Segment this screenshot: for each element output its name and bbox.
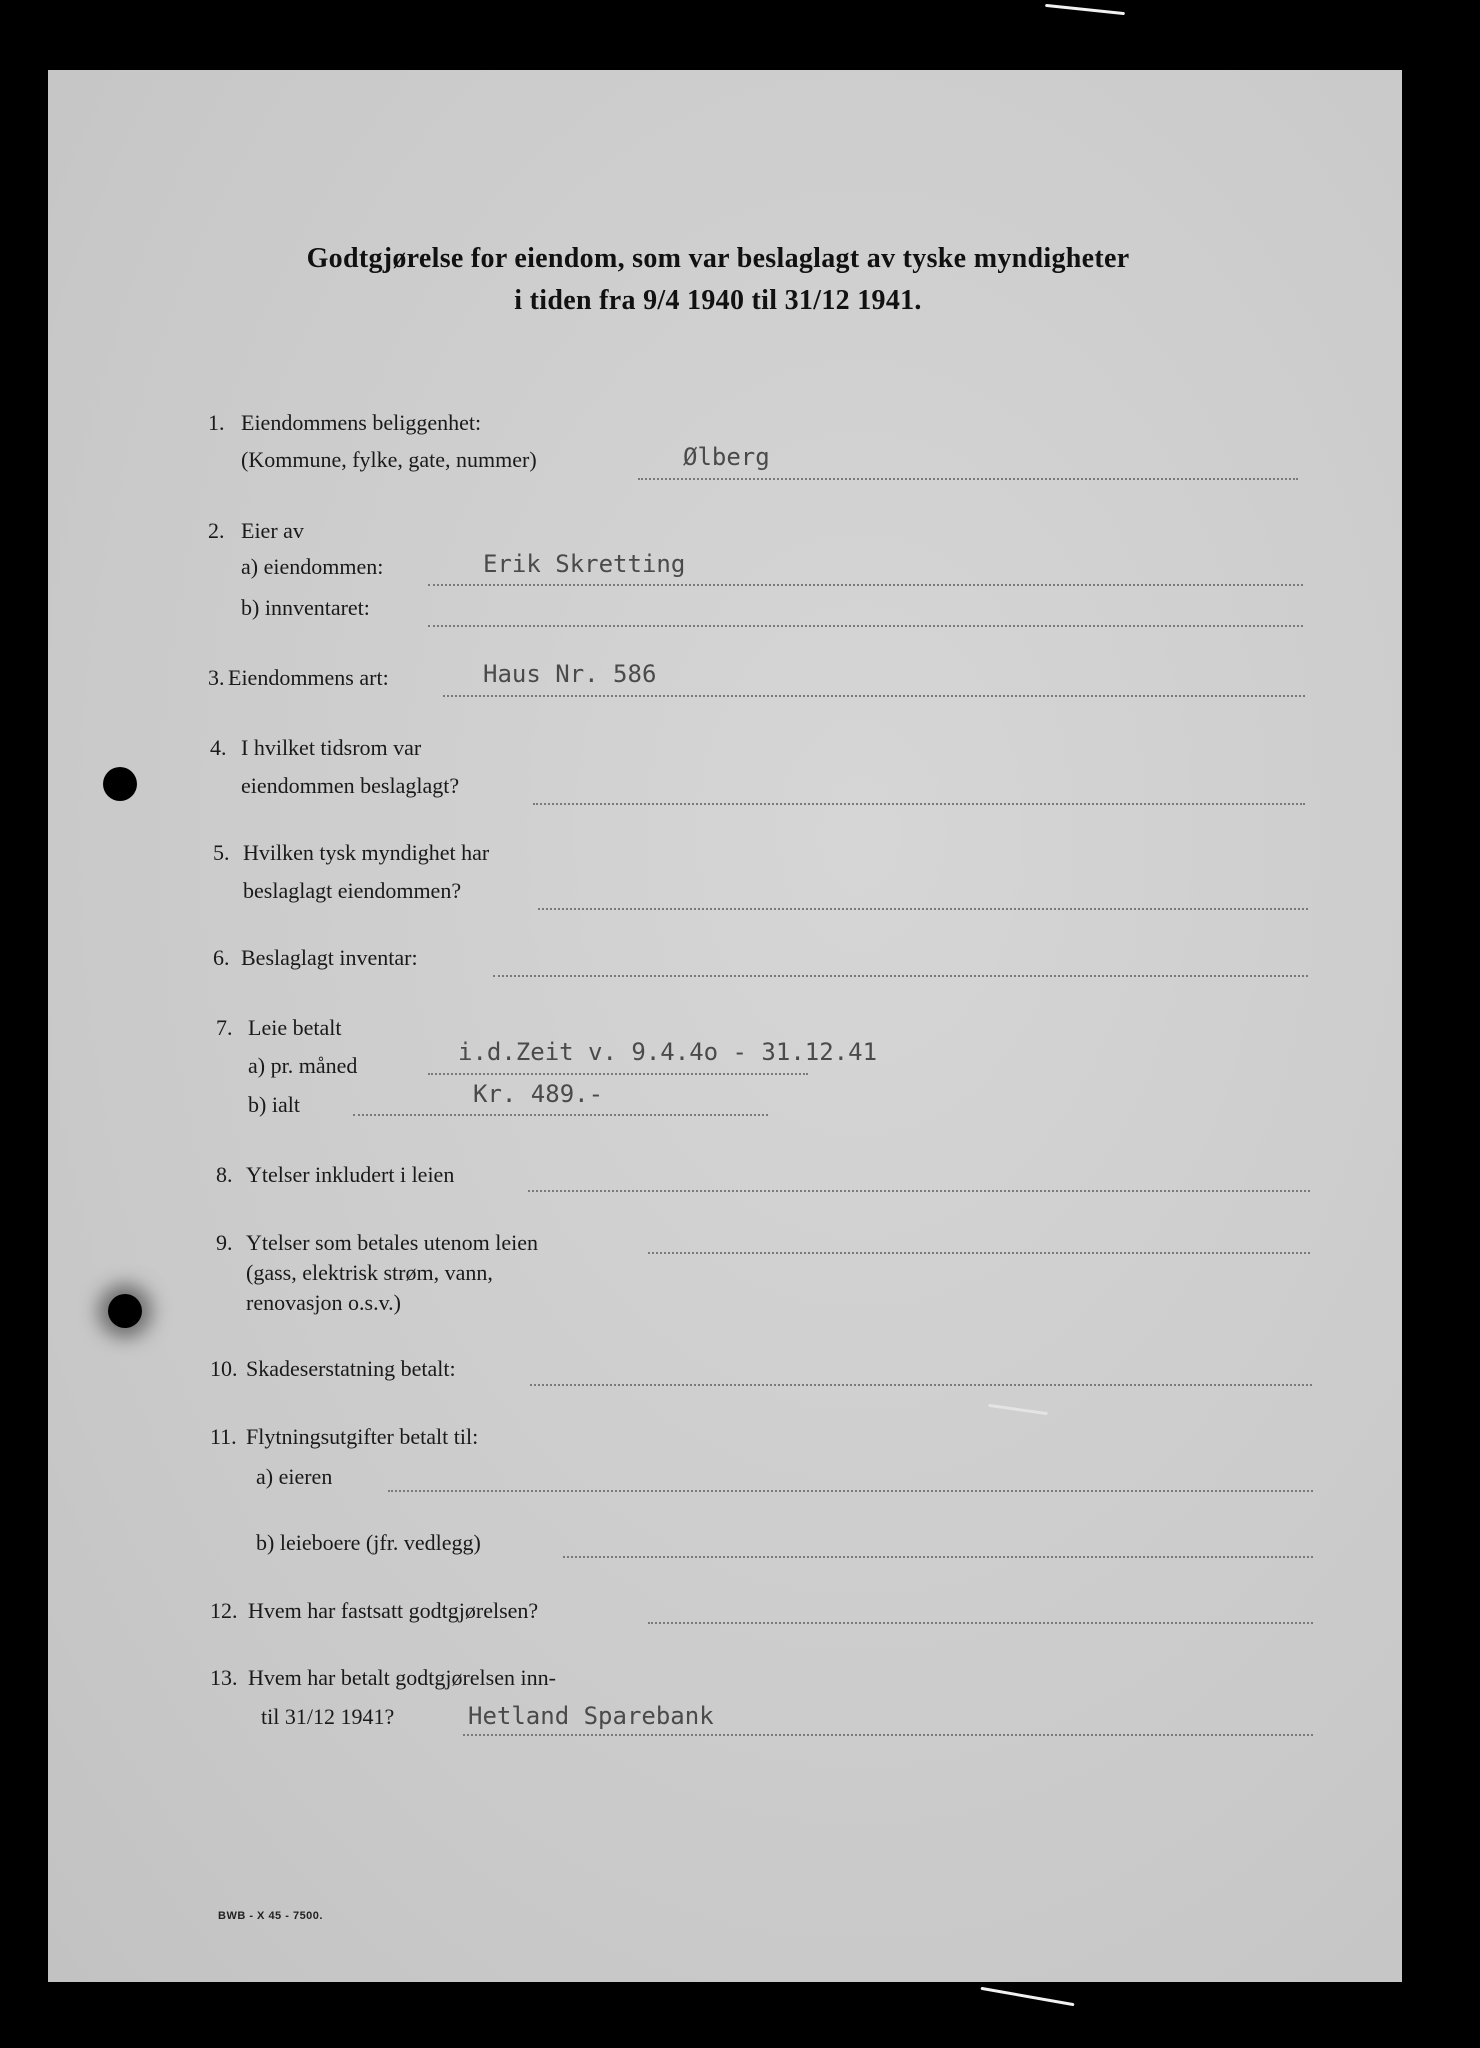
q9-sublabel-1: (gass, elektrisk strøm, vann, [246,1260,493,1285]
punch-hole-top [103,767,137,801]
q10-number: 10. [210,1356,238,1381]
q2b-label: b) innventaret: [241,595,370,620]
print-code: BWB - X 45 - 7500. [218,1910,323,1922]
q5-number: 5. [213,840,230,865]
q7-number: 7. [216,1015,233,1040]
q3-leader [443,695,1305,697]
q11-number: 11. [210,1424,237,1449]
q4-label: I hvilket tidsrom var [241,735,422,760]
q7-label: Leie betalt [248,1015,342,1040]
q3-label: Eiendommens art: [228,665,389,690]
q13-answer: Hetland Sparebank [468,1702,714,1730]
q8-number: 8. [216,1162,233,1187]
q5-leader [538,908,1308,910]
document-page [48,70,1402,1982]
title-line-2: i tiden fra 9/4 1940 til 31/12 1941. [514,285,922,316]
q2b-leader [428,625,1303,627]
q13-number: 13. [210,1665,238,1690]
q9-sublabel-2: renovasjon o.s.v.) [246,1290,401,1315]
q11a-leader [388,1490,1313,1492]
q7a-leader [428,1073,808,1075]
q2a-answer: Erik Skretting [483,550,686,578]
q13-leader [463,1734,1313,1736]
title-line-1: Godtgjørelse for eiendom, som var beslaglagt av tyske myndigheter [306,243,1130,274]
q3-answer: Haus Nr. 586 [483,660,657,688]
q5-label: Hvilken tysk myndighet har [243,840,490,865]
q6-leader [493,975,1308,977]
q11a-label: a) eieren [256,1464,333,1489]
q2-number: 2. [208,518,225,543]
q11-label: Flytningsutgifter betalt til: [246,1424,479,1449]
q2a-label: a) eiendommen: [241,554,384,579]
q2-label: Eier av [241,518,304,543]
q4-sublabel: eiendommen beslaglagt? [241,773,460,798]
q10-leader [530,1384,1312,1386]
q1-label: Eiendommens beliggenhet: [241,410,482,435]
q2a-leader [428,584,1303,586]
q8-leader [528,1190,1310,1192]
q9-leader [648,1252,1310,1254]
q1-answer: Ølberg [683,443,770,471]
q13-sublabel: til 31/12 1941? [261,1704,395,1729]
q1-sublabel: (Kommune, fylke, gate, nummer) [241,447,537,472]
q1-leader [638,478,1298,480]
q6-label: Beslaglagt inventar: [241,945,418,970]
q4-number: 4. [210,735,227,760]
scan-scratch [1045,4,1125,15]
q10-label: Skadeserstatning betalt: [246,1356,456,1381]
q12-label: Hvem har fastsatt godtgjørelsen? [248,1598,539,1623]
q7b-answer: Kr. 489.- [473,1080,604,1108]
q5-sublabel: beslaglagt eiendommen? [243,878,462,903]
q11b-label: b) leieboere (jfr. vedlegg) [256,1530,481,1555]
punch-hole-bottom [108,1294,142,1328]
q13-label: Hvem har betalt godtgjørelsen inn- [248,1665,556,1690]
q3-number: 3. [208,665,225,690]
q7b-label: b) ialt [248,1092,300,1117]
form-title [48,238,1388,322]
q7a-label: a) pr. måned [248,1053,358,1078]
q12-leader [648,1622,1313,1624]
q1-number: 1. [208,410,225,435]
q8-label: Ytelser inkludert i leien [246,1162,455,1187]
q11b-leader [563,1556,1313,1558]
q7b-leader [353,1114,768,1116]
q7a-answer: i.d.Zeit v. 9.4.4o - 31.12.41 [458,1038,878,1066]
q12-number: 12. [210,1598,238,1623]
q9-number: 9. [216,1230,233,1255]
q6-number: 6. [213,945,230,970]
q4-leader [533,803,1305,805]
scan-scratch [988,1404,1048,1415]
q9-label: Ytelser som betales utenom leien [246,1230,539,1255]
scan-scratch [980,1987,1074,2006]
